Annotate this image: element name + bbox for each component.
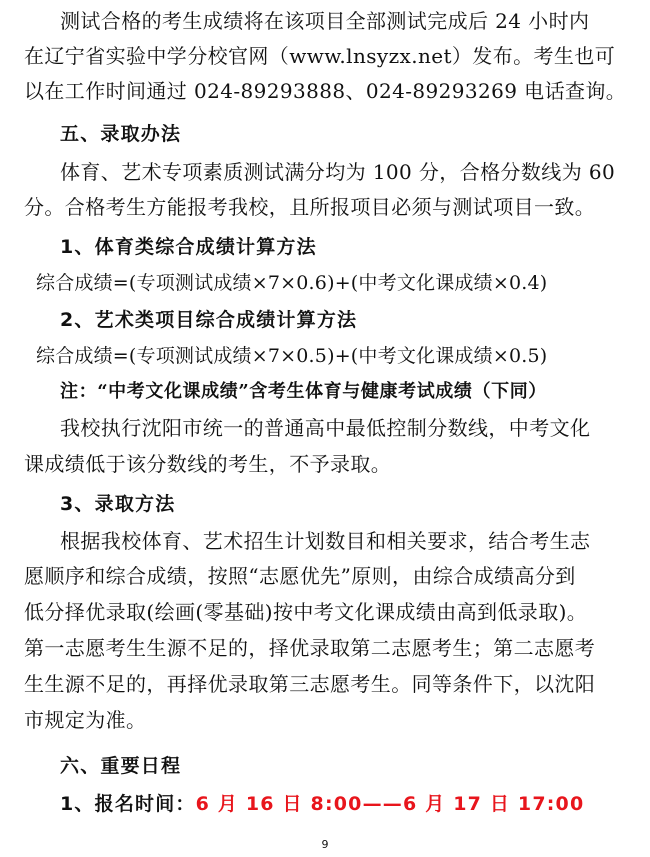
results-paragraph-line-3: 以在工作时间通过 024-89293888、024-89293269 电话查询。 <box>24 79 627 103</box>
sports-score-formula: 综合成绩=(专项测试成绩×7×0.6)+(中考文化课成绩×0.4) <box>36 272 548 294</box>
min-score-line-2: 课成绩低于该分数线的考生，不予录取。 <box>24 452 392 476</box>
method-line-1: 根据我校体育、艺术招生计划数目和相关要求，结合考生志 <box>60 529 591 553</box>
section-5-heading: 五、录取办法 <box>60 123 182 145</box>
registration-time-line <box>60 790 584 818</box>
section-6-heading: 六、重要日程 <box>60 755 182 777</box>
score-note: 注：“中考文化课成绩”含考生体育与健康考试成绩（下同） <box>60 381 547 402</box>
method-line-2: 愿顺序和综合成绩，按照“志愿优先”原则，由综合成绩高分到 <box>24 564 576 588</box>
arts-score-heading: 2、艺术类项目综合成绩计算方法 <box>60 309 358 331</box>
method-line-6: 市规定为准。 <box>24 708 147 732</box>
arts-score-formula: 综合成绩=(专项测试成绩×7×0.5)+(中考文化课成绩×0.5) <box>36 345 548 367</box>
method-line-3: 低分择优录取(绘画(零基础)按中考文化课成绩由高到低录取)。 <box>24 600 588 624</box>
sports-score-heading: 1、体育类综合成绩计算方法 <box>60 236 317 258</box>
registration-time-label: 1、报名时间： <box>60 793 196 815</box>
admission-intro-line-2: 分。合格考生方能报考我校，且所报项目必须与测试项目一致。 <box>24 195 596 219</box>
method-line-5: 生生源不足的，再择优录取第三志愿考生。同等条件下，以沈阳 <box>24 672 596 696</box>
method-line-4: 第一志愿考生生源不足的，择优录取第二志愿考生；第二志愿考 <box>24 636 596 660</box>
registration-time-value: 6 月 16 日 8:00——6 月 17 日 17:00 <box>195 793 585 815</box>
page-number: 9 <box>321 838 329 851</box>
admission-method-heading: 3、录取方法 <box>60 493 176 515</box>
min-score-line-1: 我校执行沈阳市统一的普通高中最低控制分数线，中考文化 <box>60 416 591 440</box>
results-paragraph-line-1: 测试合格的考生成绩将在该项目全部测试完成后 24 小时内 <box>60 9 590 33</box>
results-paragraph-line-2: 在辽宁省实验中学分校官网（www.lnsyzx.net）发布。考生也可 <box>24 44 616 68</box>
admission-intro-line-1: 体育、艺术专项素质测试满分均为 100 分，合格分数线为 60 <box>60 160 616 184</box>
